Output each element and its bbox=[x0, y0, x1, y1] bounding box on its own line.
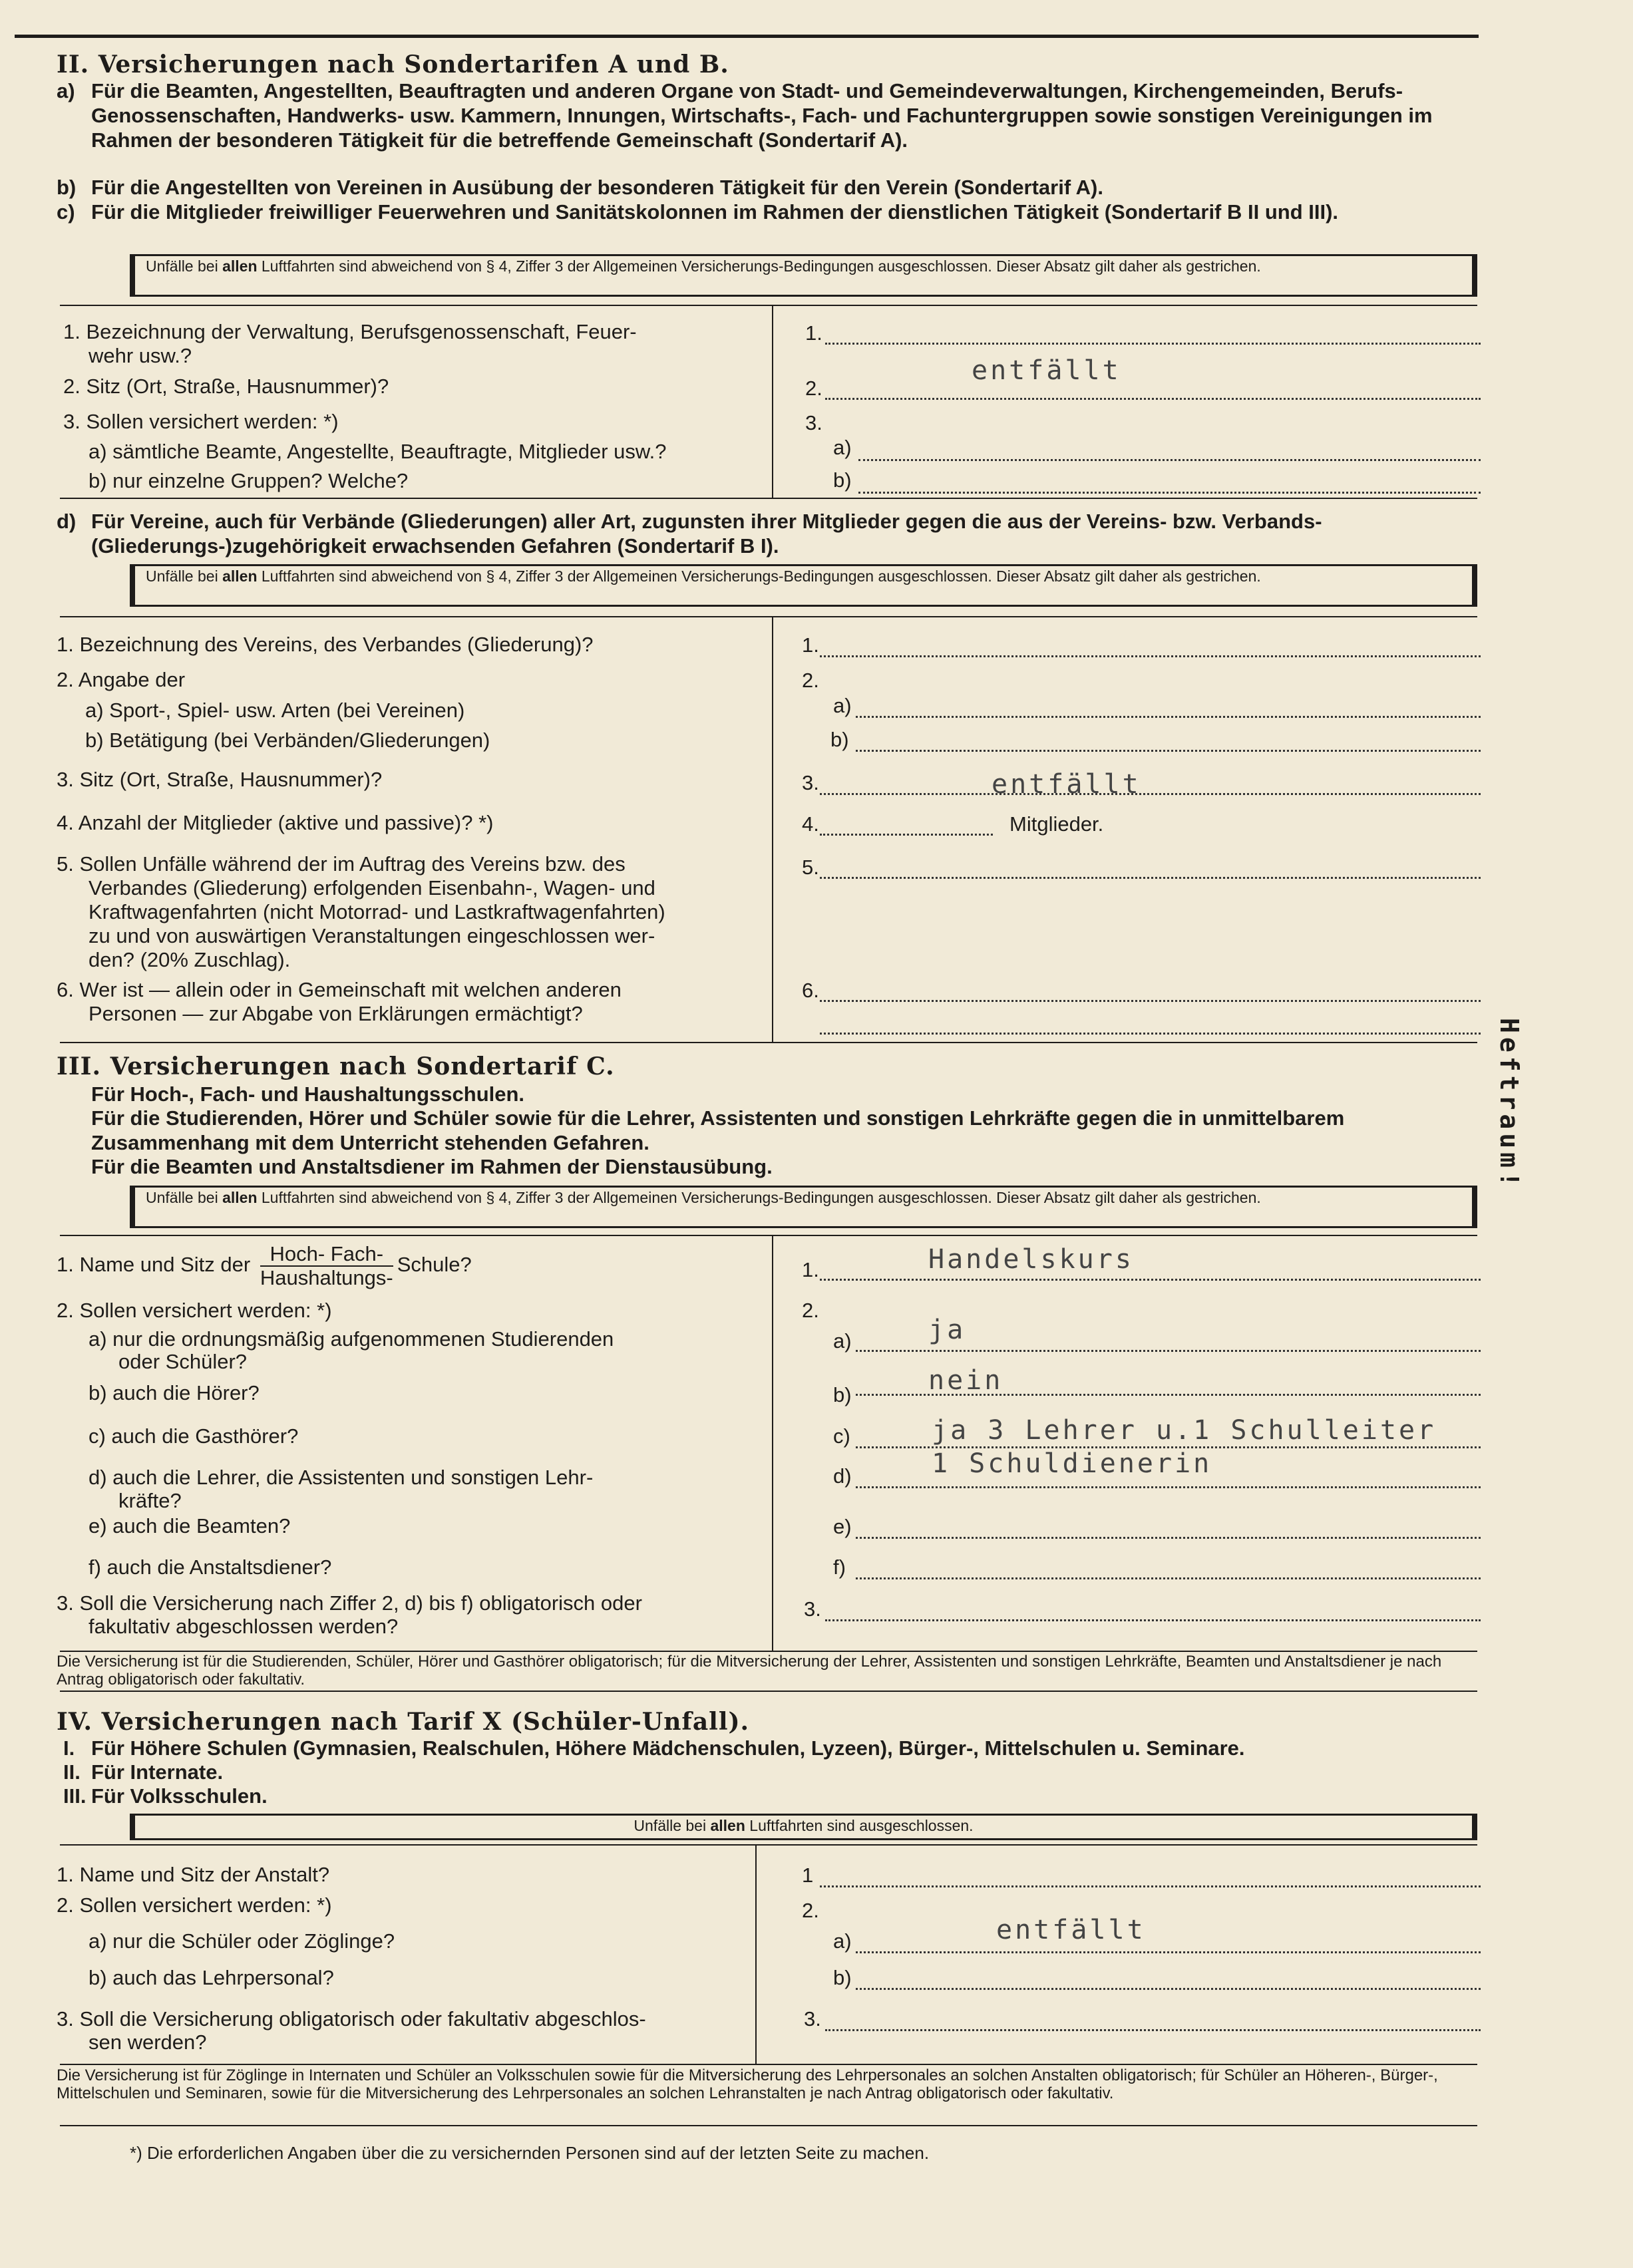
answer-line-3a[interactable] bbox=[858, 459, 1481, 461]
answer-line-3[interactable] bbox=[825, 1619, 1481, 1621]
answer-label-2: 2. bbox=[802, 669, 819, 692]
question-3: 3. Sitz (Ort, Straße, Hausnummer)? bbox=[57, 768, 383, 791]
answer-label-1: 1. bbox=[805, 321, 822, 345]
airtravel-exclusion-box bbox=[130, 1186, 1477, 1228]
answer-line-2a[interactable] bbox=[856, 716, 1481, 718]
school-type-fraction bbox=[260, 1243, 393, 1289]
typed-answer: Handelskurs bbox=[928, 1244, 1134, 1275]
typed-answer: entfällt bbox=[972, 355, 1121, 386]
answer-label-2b: b) bbox=[833, 1966, 852, 1989]
question-1 bbox=[57, 1243, 472, 1289]
answer-label-4: 4. bbox=[802, 812, 819, 836]
item-label: d) bbox=[57, 510, 77, 533]
answer-label-2: 2. bbox=[802, 1899, 819, 1922]
question-6-cont: Personen — zur Abgabe von Erklärungen ermächtigt? bbox=[89, 1002, 583, 1025]
answer-line-3b[interactable] bbox=[858, 492, 1481, 494]
box-text: Luftfahrten sind abweichend von § 4, Ziffer 3 der Allgemeinen Versicherungs-Bedingungen ausgeschlossen. Dieser Absatz gilt daher als gestrichen. bbox=[257, 567, 1261, 585]
typed-answer: entfällt bbox=[992, 769, 1141, 800]
rule bbox=[60, 498, 1477, 499]
item-label: a) bbox=[57, 79, 75, 102]
answer-label-3a: a) bbox=[833, 436, 852, 459]
box-text: Luftfahrten sind abweichend von § 4, Ziffer 3 der Allgemeinen Versicherungs-Bedingungen ausgeschlossen. Dieser Absatz gilt daher als gestrichen. bbox=[257, 1189, 1261, 1206]
footnote: *) Die erforderlichen Angaben über die zu versichernden Personen sind auf der letzten Seite zu machen. bbox=[130, 2143, 930, 2163]
answer-label-3b: b) bbox=[833, 468, 852, 492]
answer-line-3[interactable] bbox=[820, 793, 1481, 795]
section-iv-line-1 bbox=[63, 1736, 1487, 1760]
airtravel-exclusion-box bbox=[130, 1814, 1477, 1840]
question-2b: b) auch das Lehrpersonal? bbox=[89, 1966, 334, 1989]
box-text: Unfälle bei bbox=[634, 1817, 711, 1834]
answer-label-1: 1. bbox=[802, 633, 819, 657]
item-label: b) bbox=[57, 176, 77, 199]
question-3-cont: fakultativ abgeschlossen werden? bbox=[89, 1615, 399, 1638]
section-iv-line-3 bbox=[63, 1784, 1487, 1808]
answer-label-3: 3. bbox=[804, 2007, 821, 2030]
question-3: 3. Soll die Versicherung nach Ziffer 2, d) bis f) obligatorisch oder bbox=[57, 1591, 642, 1615]
answer-line-1[interactable] bbox=[820, 655, 1481, 657]
box-text: Unfälle bei bbox=[146, 567, 223, 585]
answer-line-2b[interactable] bbox=[856, 750, 1481, 752]
section-iv-title: IV. Versicherungen nach Tarif X (Schüler-Unfall). bbox=[57, 1708, 750, 1736]
rule bbox=[60, 2125, 1477, 2126]
column-divider bbox=[755, 1844, 757, 2064]
section-iii-line-2: Für die Studierenden, Hörer und Schüler sowie für die Lehrer, Assistenten und sonstigen Lehrkräfte gegen die in unmittelbarem Zusammenhang mit dem Unterricht stehenden Gefahren. bbox=[91, 1106, 1345, 1154]
question-2a: a) nur die ordnungsmäßig aufgenommenen Studierenden bbox=[89, 1327, 614, 1351]
box-text: Unfälle bei bbox=[146, 1189, 223, 1206]
answer-label-1: 1. bbox=[802, 1258, 819, 1281]
rule bbox=[60, 1691, 1477, 1692]
question-2: 2. Sollen versichert werden: *) bbox=[57, 1893, 332, 1917]
question-2: 2. Sitz (Ort, Straße, Hausnummer)? bbox=[63, 375, 389, 398]
question-3-cont: sen werden? bbox=[89, 2030, 207, 2054]
item-label: I. bbox=[63, 1736, 75, 1760]
question-4: 4. Anzahl der Mitglieder (aktive und passive)? *) bbox=[57, 811, 494, 834]
airtravel-exclusion-box bbox=[130, 564, 1477, 607]
answer-line-2e[interactable] bbox=[856, 1537, 1481, 1539]
question-text: 1. Name und Sitz der bbox=[57, 1253, 251, 1277]
answer-line-2a[interactable] bbox=[856, 1350, 1481, 1352]
section-ii-a-text: Für die Beamten, Angestellten, Beauftragten und anderen Organe von Stadt- und Gemeindeverwaltungen, Kirchengemeinden, Berufs-Genossenschaften, Handwerks- usw. Kammern, Innungen, Wirtschafts-, Fach- und Fachuntergruppen sowie sonstigen Vereinigungen im Rahmen der besonderen Tätigkeit für die betreffende Gemeinschaft (Sondertarif A). bbox=[91, 79, 1433, 152]
section-ii-c-text: Für die Mitglieder freiwilliger Feuerwehren und Sanitätskolonnen im Rahmen der dienstlichen Tätigkeit (Sondertarif B II und III). bbox=[91, 200, 1339, 224]
question-5-cont: Verbandes (Gliederung) erfolgenden Eisenbahn-, Wagen- und bbox=[89, 876, 655, 899]
binding-margin-label: Heftraum! bbox=[1495, 1018, 1524, 1191]
section-iv-note: Die Versicherung ist für Zöglinge in Internaten und Schüler an Volksschulen sowie für die Mitversicherung des Lehrpersonales an solchen Anstalten obligatorisch; für Schüler an Höheren-, Bürger-, Mittelschulen und Seminaren, sowie für die Mitversicherung des Lehrpersonales an solchen Lehranstalten je nach Antrag obligatorisch oder fakultativ. bbox=[57, 2066, 1438, 2102]
section-ii-d-text: Für Vereine, auch für Verbände (Gliederungen) aller Art, zugunsten ihrer Mitglieder gegen die aus der Vereins- bzw. Verbands-(Gliederungs-)zugehörigkeit erwachsenden Gefahren (Sondertarif B I). bbox=[91, 510, 1322, 558]
question-3: 3. Soll die Versicherung obligatorisch oder fakultativ abgeschlos- bbox=[57, 2007, 646, 2030]
column-divider bbox=[772, 305, 773, 498]
section-iii-line-3: Für die Beamten und Anstaltsdiener im Rahmen der Dienstausübung. bbox=[91, 1155, 773, 1178]
answer-line-2b[interactable] bbox=[856, 1394, 1481, 1396]
fraction-numerator: Hoch- Fach- bbox=[260, 1243, 393, 1267]
section-iv-line-2-text: Für Internate. bbox=[91, 1760, 224, 1784]
answer-line-4[interactable] bbox=[820, 834, 993, 836]
answer-label-1: 1 bbox=[802, 1863, 814, 1887]
fraction-denominator: Haushaltungs- bbox=[260, 1266, 393, 1289]
answer-line-2f[interactable] bbox=[856, 1577, 1481, 1579]
column-divider bbox=[772, 1235, 773, 1651]
rule bbox=[60, 2064, 1477, 2065]
answer-line-2a[interactable] bbox=[856, 1951, 1481, 1953]
section-ii-b bbox=[57, 175, 1481, 200]
section-ii-b-text: Für die Angestellten von Vereinen in Ausübung der besonderen Tätigkeit für den Verein (Sondertarif A). bbox=[91, 176, 1103, 199]
question-3b: b) nur einzelne Gruppen? Welche? bbox=[89, 469, 409, 492]
section-iii-line-1: Für Hoch-, Fach- und Haushaltungsschulen. bbox=[91, 1082, 525, 1106]
question-2a: a) nur die Schüler oder Zöglinge? bbox=[89, 1929, 395, 1953]
typed-answer: 1 Schuldienerin bbox=[932, 1448, 1212, 1479]
box-bold: allen bbox=[710, 1817, 745, 1834]
typed-answer: ja bbox=[928, 1315, 966, 1345]
answer-label-2a: a) bbox=[833, 1929, 852, 1953]
answer-line-6[interactable] bbox=[820, 1000, 1481, 1002]
rule bbox=[60, 1235, 1477, 1236]
box-bold: allen bbox=[222, 257, 258, 275]
members-suffix: Mitglieder. bbox=[1009, 812, 1104, 836]
answer-line-2b[interactable] bbox=[856, 1988, 1481, 1990]
question-2a-cont: oder Schüler? bbox=[118, 1350, 248, 1373]
question-1: 1. Bezeichnung des Vereins, des Verbandes (Gliederung)? bbox=[57, 633, 594, 656]
section-iv-line-3-text: Für Volksschulen. bbox=[91, 1784, 268, 1808]
question-2: 2. Angabe der bbox=[57, 668, 186, 691]
typed-answer: nein bbox=[928, 1365, 1003, 1396]
question-1: 1. Bezeichnung der Verwaltung, Berufsgenossenschaft, Feuer- bbox=[63, 320, 637, 343]
answer-label-2c: c) bbox=[833, 1424, 850, 1448]
answer-label-2a: a) bbox=[833, 694, 852, 717]
section-ii-d bbox=[57, 509, 1481, 558]
answer-label-2f: f) bbox=[833, 1555, 846, 1579]
answer-line-2[interactable] bbox=[825, 398, 1481, 400]
section-ii-c bbox=[57, 200, 1481, 224]
answer-label-2e: e) bbox=[833, 1515, 852, 1538]
box-bold: allen bbox=[222, 1189, 258, 1206]
section-iii-note: Die Versicherung ist für die Studierenden, Schüler, Hörer und Gasthörer obligatorisch; für die Mitversicherung der Lehrer, Assistenten und sonstigen Lehrkräfte, Beamten und Anstaltsdiener je nach Antrag obligatorisch oder fakultativ. bbox=[57, 1653, 1442, 1689]
top-rule bbox=[15, 35, 1479, 38]
question-3: 3. Sollen versichert werden: *) bbox=[63, 410, 339, 433]
section-iv-line-1-text: Für Höhere Schulen (Gymnasien, Realschulen, Höhere Mädchenschulen, Lyzeen), Bürger-, Mittelschulen u. Seminare. bbox=[91, 1736, 1245, 1760]
question-6: 6. Wer ist — allein oder in Gemeinschaft mit welchen anderen bbox=[57, 978, 622, 1001]
answer-label-2: 2. bbox=[802, 1299, 819, 1322]
question-3a: a) sämtliche Beamte, Angestellte, Beauftragte, Mitglieder usw.? bbox=[89, 440, 667, 463]
section-ii-title: II. Versicherungen nach Sondertarifen A und B. bbox=[57, 51, 729, 79]
answer-label-2: 2. bbox=[805, 377, 822, 400]
question-2b: b) auch die Hörer? bbox=[89, 1381, 260, 1404]
answer-label-2b: b) bbox=[833, 1383, 852, 1406]
question-5: 5. Sollen Unfälle während der im Auftrag des Vereins bzw. des bbox=[57, 852, 626, 876]
question-5-cont: Kraftwagenfahrten (nicht Motorrad- und Lastkraftwagenfahrten) bbox=[89, 900, 665, 923]
typed-answer: ja 3 Lehrer u.1 Schulleiter bbox=[932, 1415, 1437, 1446]
question-1-cont: wehr usw.? bbox=[89, 344, 192, 367]
rule bbox=[60, 1651, 1477, 1652]
question-text: Schule? bbox=[397, 1253, 472, 1277]
question-2: 2. Sollen versichert werden: *) bbox=[57, 1299, 332, 1322]
question-5-cont: zu und von auswärtigen Veranstaltungen eingeschlossen wer- bbox=[89, 924, 655, 947]
question-2b: b) Betätigung (bei Verbänden/Gliederungen) bbox=[85, 729, 490, 752]
question-2d-cont: kräfte? bbox=[118, 1489, 182, 1512]
answer-line-2d[interactable] bbox=[856, 1486, 1481, 1488]
question-2e: e) auch die Beamten? bbox=[89, 1514, 291, 1538]
question-1: 1. Name und Sitz der Anstalt? bbox=[57, 1863, 330, 1886]
question-5-cont: den? (20% Zuschlag). bbox=[89, 948, 291, 971]
item-label: II. bbox=[63, 1760, 81, 1784]
answer-label-2d: d) bbox=[833, 1464, 852, 1488]
section-ii-a bbox=[57, 79, 1481, 152]
box-text: Luftfahrten sind abweichend von § 4, Ziffer 3 der Allgemeinen Versicherungs-Bedingungen ausgeschlossen. Dieser Absatz gilt daher als gestrichen. bbox=[257, 257, 1261, 275]
answer-label-3: 3. bbox=[802, 771, 819, 794]
box-bold: allen bbox=[222, 567, 258, 585]
answer-label-5: 5. bbox=[802, 856, 819, 879]
airtravel-exclusion-box bbox=[130, 254, 1477, 297]
answer-label-2b: b) bbox=[830, 728, 849, 751]
question-2c: c) auch die Gasthörer? bbox=[89, 1424, 299, 1448]
item-label: c) bbox=[57, 200, 75, 224]
rule bbox=[60, 1042, 1477, 1043]
answer-line-1[interactable] bbox=[825, 343, 1481, 345]
column-divider bbox=[772, 616, 773, 1042]
rule bbox=[60, 305, 1477, 306]
box-text: Luftfahrten sind ausgeschlossen. bbox=[745, 1817, 974, 1834]
answer-line-1[interactable] bbox=[820, 1885, 1481, 1887]
section-iv-line-2 bbox=[63, 1760, 1487, 1784]
answer-label-3: 3. bbox=[804, 1597, 821, 1621]
question-2d: d) auch die Lehrer, die Assistenten und sonstigen Lehr- bbox=[89, 1466, 594, 1489]
rule bbox=[60, 1844, 1477, 1846]
item-label: III. bbox=[63, 1784, 87, 1808]
answer-line-6b[interactable] bbox=[820, 1033, 1481, 1035]
answer-label-6: 6. bbox=[802, 979, 819, 1002]
answer-label-2a: a) bbox=[833, 1329, 852, 1353]
section-iii-title: III. Versicherungen nach Sondertarif C. bbox=[57, 1053, 615, 1080]
answer-label-3: 3. bbox=[805, 411, 822, 434]
answer-line-3[interactable] bbox=[825, 2029, 1481, 2031]
box-text: Unfälle bei bbox=[146, 257, 223, 275]
typed-answer: entfällt bbox=[996, 1915, 1146, 1945]
answer-line-5[interactable] bbox=[820, 877, 1481, 879]
question-2f: f) auch die Anstaltsdiener? bbox=[89, 1555, 332, 1579]
rule bbox=[60, 616, 1477, 617]
question-2a: a) Sport-, Spiel- usw. Arten (bei Vereinen) bbox=[85, 699, 465, 722]
answer-line-1[interactable] bbox=[820, 1279, 1481, 1281]
